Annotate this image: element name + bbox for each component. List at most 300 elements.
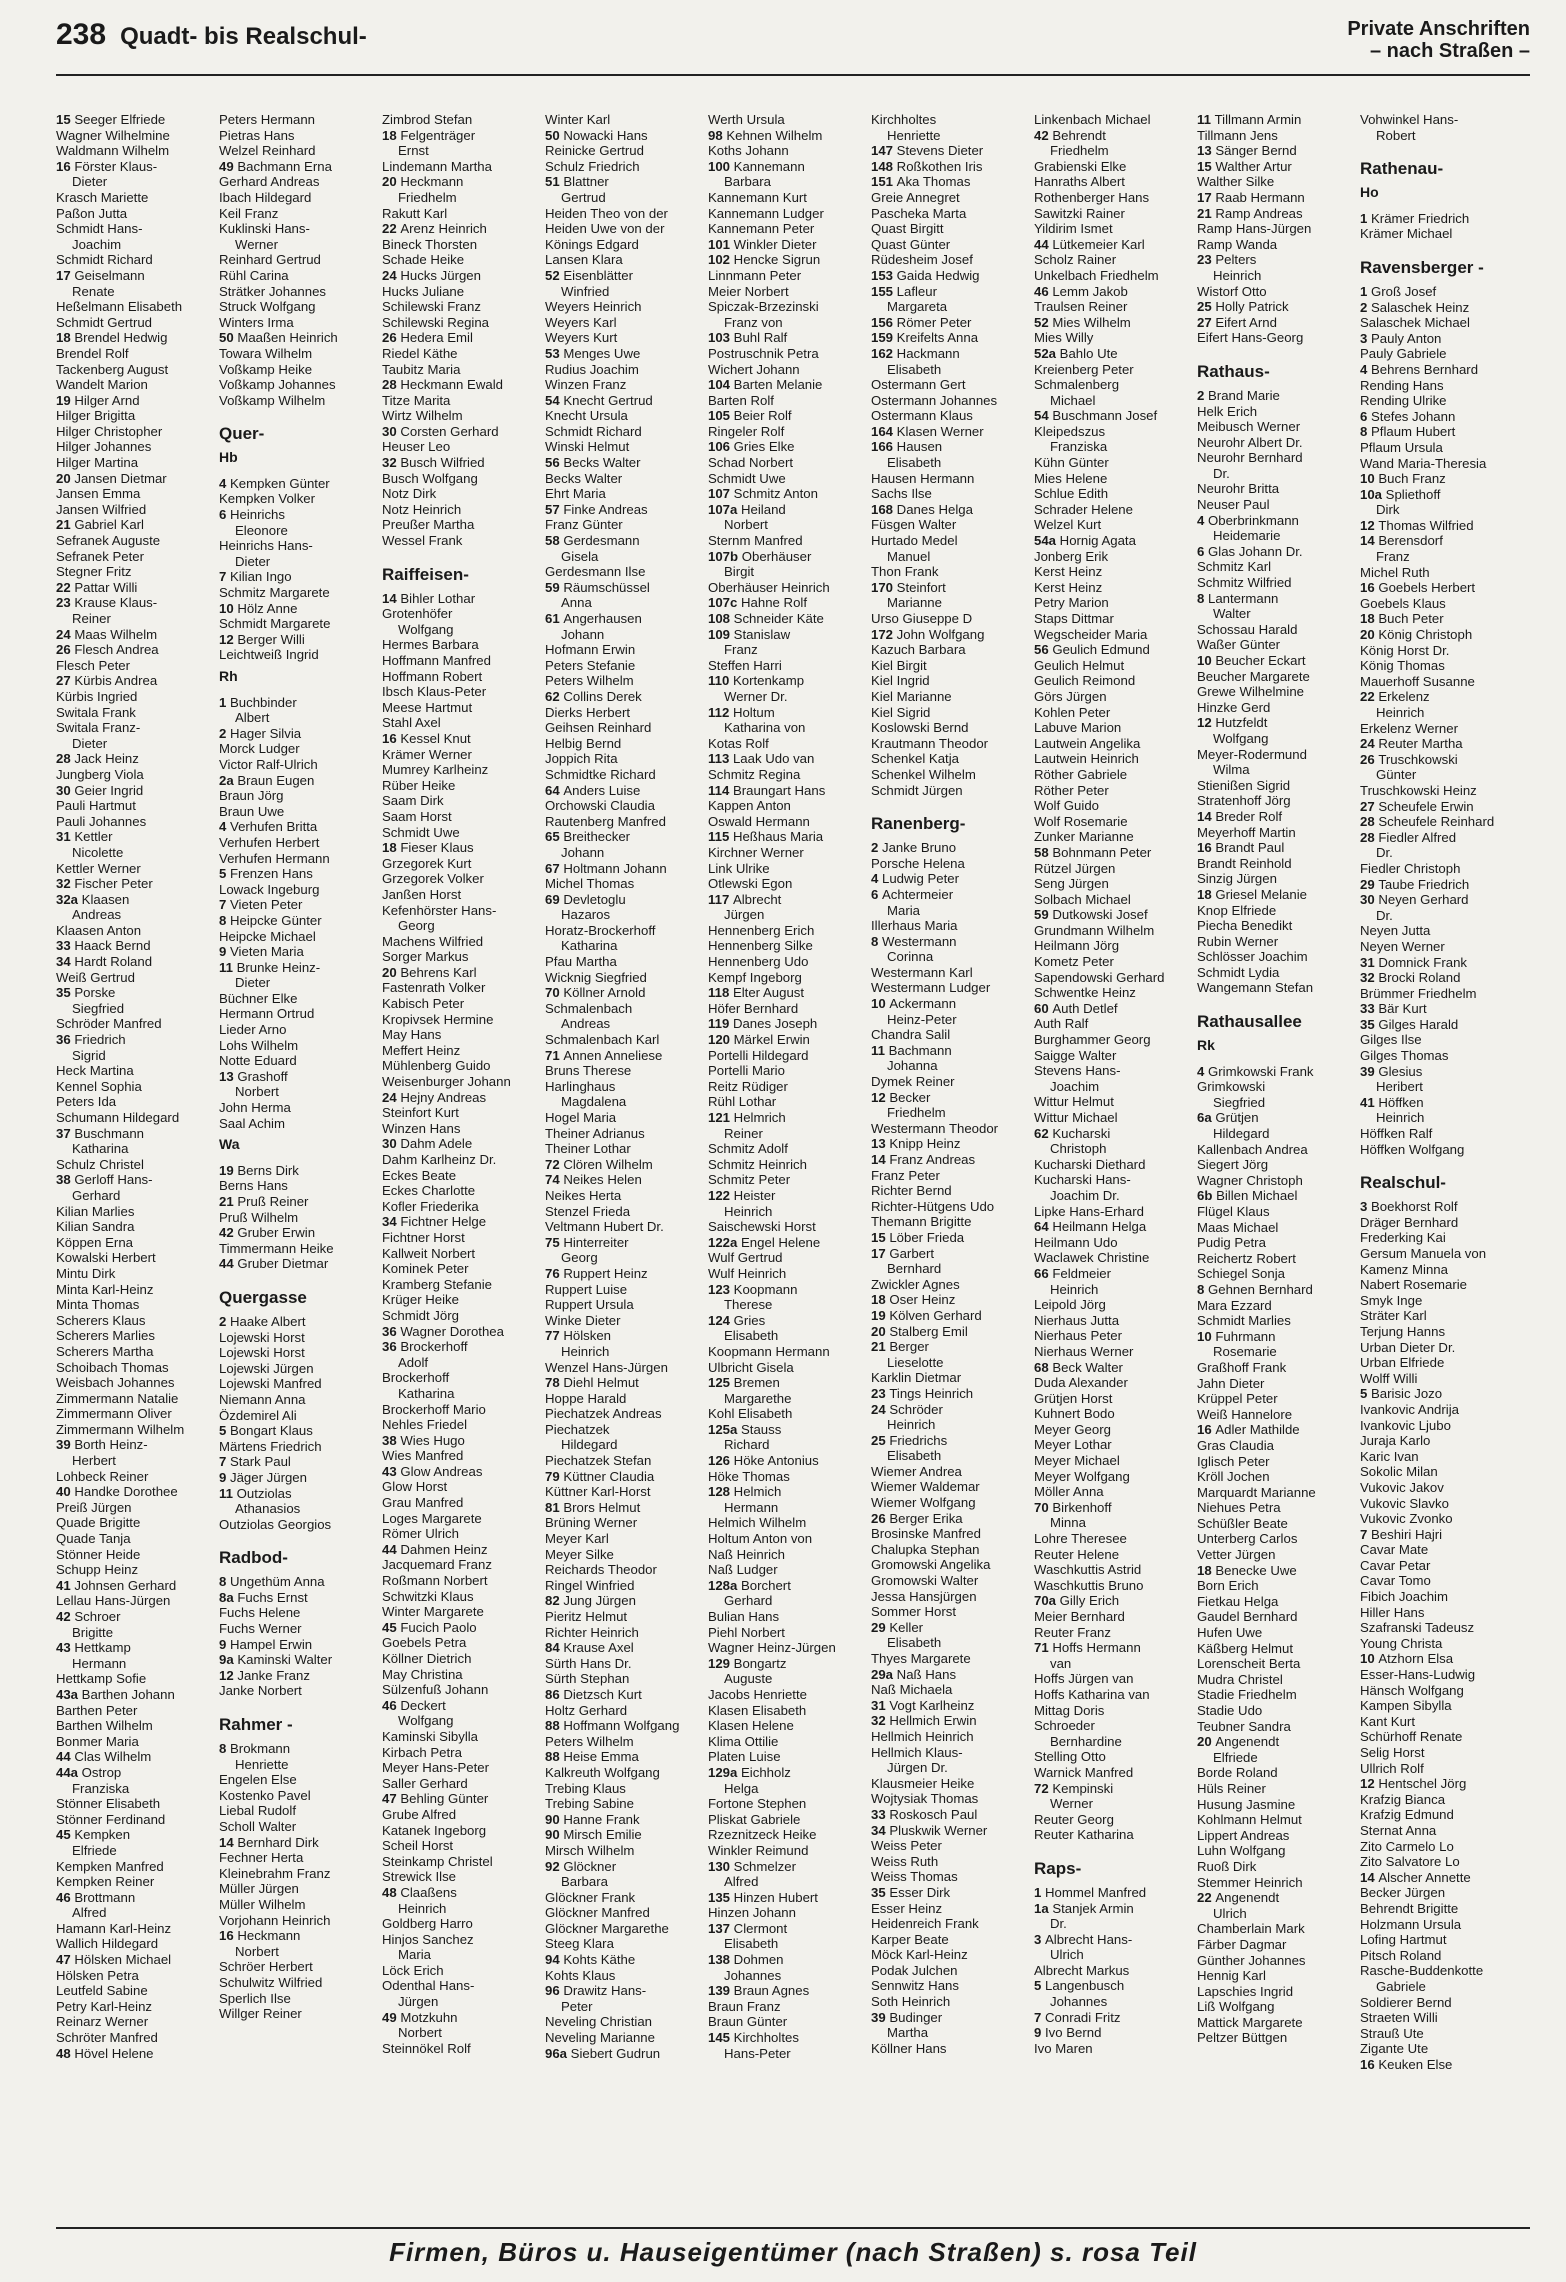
resident-entry bbox=[708, 1235, 871, 1251]
resident-entry bbox=[545, 1859, 708, 1875]
resident-entry bbox=[1034, 814, 1197, 830]
resident-entry bbox=[1197, 190, 1360, 206]
house-number: 14 bbox=[1360, 1869, 1379, 1885]
resident-entry bbox=[1197, 112, 1360, 128]
resident-name: Hermes Barbara bbox=[382, 637, 479, 653]
resident-name: Sachs Ilse bbox=[871, 486, 932, 502]
resident-name: Gerhard Andreas bbox=[219, 174, 320, 190]
resident-name: Therese bbox=[724, 1297, 773, 1313]
resident-entry bbox=[871, 1027, 1034, 1043]
resident-name: Busch Wolfgang bbox=[382, 470, 478, 486]
resident-entry bbox=[1360, 627, 1523, 643]
resident-continuation bbox=[871, 1261, 1034, 1277]
resident-name: Schwentke Heinz bbox=[1034, 985, 1136, 1001]
resident-name: Hellmich Erwin bbox=[889, 1713, 977, 1729]
house-number: 84 bbox=[545, 1640, 564, 1656]
resident-entry bbox=[708, 1687, 871, 1703]
resident-entry bbox=[545, 611, 708, 627]
resident-name: Hencke Sigrun bbox=[733, 252, 821, 268]
resident-name: Braun Günter bbox=[708, 2014, 788, 2030]
resident-name: Färber Dagmar bbox=[1197, 1936, 1287, 1952]
resident-name: May Hans bbox=[382, 1027, 442, 1043]
resident-name: Wulf Heinrich bbox=[708, 1265, 787, 1281]
resident-entry bbox=[708, 1484, 871, 1500]
house-number: 120 bbox=[708, 1032, 734, 1048]
resident-name: Deckert bbox=[400, 1697, 446, 1713]
resident-entry bbox=[1360, 1745, 1523, 1761]
resident-name: Spiczak-Brzezinski bbox=[708, 299, 819, 315]
resident-continuation bbox=[1360, 1079, 1523, 1095]
house-number: 7 bbox=[1034, 2009, 1045, 2025]
resident-entry bbox=[56, 1344, 219, 1360]
resident-name: Kirchholtes bbox=[871, 112, 937, 127]
resident-name: Ivo Bernd bbox=[1045, 2025, 1102, 2041]
resident-name: Römer Peter bbox=[896, 314, 972, 330]
resident-entry bbox=[708, 673, 871, 689]
resident-entry bbox=[871, 1542, 1034, 1558]
resident-continuation bbox=[56, 1188, 219, 1204]
resident-name: Strauß Ute bbox=[1360, 2025, 1424, 2041]
resident-name: Weyers Kurt bbox=[545, 330, 618, 346]
resident-entry bbox=[1360, 471, 1523, 487]
resident-entry bbox=[56, 1609, 219, 1625]
house-number: 30 bbox=[382, 423, 401, 439]
resident-continuation bbox=[56, 1048, 219, 1064]
house-number: 125 bbox=[708, 1375, 734, 1391]
resident-name: Barbara bbox=[724, 174, 771, 190]
house-number: 39 bbox=[871, 2009, 890, 2025]
resident-name: Wolfgang bbox=[398, 621, 454, 637]
resident-entry bbox=[708, 299, 871, 315]
resident-name: Hennenberg Udo bbox=[708, 954, 809, 970]
house-number: 88 bbox=[545, 1718, 564, 1734]
resident-entry bbox=[382, 1183, 545, 1199]
resident-name: Kallweit Norbert bbox=[382, 1245, 476, 1261]
resident-name: Kempken Günter bbox=[230, 475, 330, 491]
resident-entry bbox=[871, 486, 1034, 502]
resident-entry bbox=[1197, 1859, 1360, 1875]
resident-entry bbox=[1197, 143, 1360, 159]
resident-entry bbox=[56, 1796, 219, 1812]
resident-name: Wangemann Stefan bbox=[1197, 980, 1314, 996]
resident-name: Lojewski Jürgen bbox=[219, 1360, 314, 1376]
resident-name: Barten Melanie bbox=[733, 377, 823, 393]
street-heading: Raps- bbox=[1034, 1858, 1082, 1878]
resident-name: Ludwig Peter bbox=[882, 871, 959, 887]
resident-name: Lafleur bbox=[896, 283, 937, 299]
resident-entry bbox=[56, 1266, 219, 1282]
resident-entry bbox=[56, 315, 219, 331]
resident-name: Trebing Sabine bbox=[545, 1796, 634, 1812]
resident-entry bbox=[1034, 1391, 1197, 1407]
resident-name: Loges Margarete bbox=[382, 1510, 482, 1526]
resident-name: Ruoß Dirk bbox=[1197, 1858, 1257, 1874]
resident-name: Albrecht Markus bbox=[1034, 1962, 1130, 1978]
resident-name: John Herma bbox=[219, 1100, 291, 1116]
resident-name: Heinz-Peter bbox=[887, 1011, 957, 1027]
resident-name: Rühl Lothar bbox=[708, 1094, 777, 1110]
resident-entry bbox=[1034, 1827, 1197, 1843]
resident-entry bbox=[1197, 237, 1360, 253]
house-number: 5 bbox=[1034, 1978, 1045, 1994]
house-number: 25 bbox=[871, 1432, 890, 1448]
resident-entry bbox=[219, 1006, 382, 1022]
resident-name: Kiel Marianne bbox=[871, 688, 952, 704]
resident-entry bbox=[219, 913, 382, 929]
house-number: 107b bbox=[708, 548, 742, 564]
resident-name: Schmitz Anton bbox=[733, 486, 818, 502]
resident-name: Porsche Helena bbox=[871, 855, 965, 871]
resident-entry bbox=[56, 190, 219, 206]
resident-name: Scheil Horst bbox=[382, 1838, 454, 1854]
resident-name: Rending Ulrike bbox=[1360, 393, 1447, 409]
resident-entry bbox=[382, 1838, 545, 1854]
resident-entry bbox=[1360, 1995, 1523, 2011]
resident-entry bbox=[1360, 1032, 1523, 1048]
resident-entry bbox=[56, 1126, 219, 1142]
resident-entry bbox=[1197, 591, 1360, 607]
resident-entry bbox=[1360, 596, 1523, 612]
resident-name: Elisabeth bbox=[887, 361, 942, 377]
house-number: 123 bbox=[708, 1281, 734, 1297]
resident-entry bbox=[56, 1469, 219, 1485]
resident-name: Reiner bbox=[724, 1125, 763, 1141]
resident-name: Heribert bbox=[1376, 1079, 1423, 1095]
resident-entry bbox=[56, 252, 219, 268]
resident-name: Hofmann Erwin bbox=[545, 642, 636, 658]
resident-name: Westermann bbox=[882, 933, 957, 949]
resident-continuation bbox=[382, 1901, 545, 1917]
resident-continuation bbox=[871, 1012, 1034, 1028]
resident-entry bbox=[382, 1511, 545, 1527]
resident-entry bbox=[382, 1667, 545, 1683]
resident-entry bbox=[1360, 1854, 1523, 1870]
street-heading: Quergasse bbox=[219, 1287, 307, 1307]
resident-entry bbox=[545, 658, 708, 674]
resident-name: Klaasen Anton bbox=[56, 922, 142, 938]
resident-name: Otlewski Egon bbox=[708, 876, 793, 892]
resident-entry bbox=[56, 1219, 219, 1235]
resident-name: Wolfgang bbox=[398, 1713, 454, 1729]
resident-entry bbox=[1197, 1142, 1360, 1158]
resident-entry bbox=[871, 1074, 1034, 1090]
resident-name: Katharina bbox=[72, 1141, 129, 1157]
resident-entry bbox=[1197, 840, 1360, 856]
resident-entry bbox=[382, 684, 545, 700]
resident-name: Juraja Karlo bbox=[1360, 1433, 1431, 1449]
resident-name: Kalkreuth Wolfgang bbox=[545, 1764, 660, 1780]
resident-name: Stadie Udo bbox=[1197, 1703, 1263, 1718]
resident-entry bbox=[382, 591, 545, 607]
resident-name: Grzegorek Kurt bbox=[382, 855, 472, 871]
resident-name: Meier Norbert bbox=[708, 283, 789, 299]
resident-entry bbox=[382, 887, 545, 903]
resident-name: Brosinske Manfred bbox=[871, 1526, 981, 1542]
resident-entry bbox=[1197, 1204, 1360, 1220]
resident-name: Oberbrinkmann bbox=[1208, 512, 1299, 528]
resident-entry bbox=[1360, 211, 1523, 227]
resident-entry bbox=[382, 315, 545, 331]
resident-entry bbox=[1034, 330, 1197, 346]
resident-name: Minna bbox=[1050, 1515, 1086, 1531]
resident-name: Stevens Hans- bbox=[1034, 1063, 1121, 1079]
resident-name: Berensdorf bbox=[1378, 533, 1443, 549]
house-number: 12 bbox=[219, 631, 238, 647]
resident-name: Jäger Jürgen bbox=[230, 1469, 307, 1485]
street-heading: Raiffeisen- bbox=[382, 564, 469, 584]
resident-name: Krause Axel bbox=[563, 1640, 634, 1656]
resident-entry bbox=[56, 362, 219, 378]
resident-name: Kilian Ingo bbox=[230, 569, 292, 585]
resident-entry bbox=[871, 1526, 1034, 1542]
resident-name: Glöckner Frank bbox=[545, 1889, 636, 1905]
resident-entry bbox=[545, 330, 708, 346]
resident-name: Schmidt Gertrud bbox=[56, 314, 153, 330]
resident-name: Hilger Brigitta bbox=[56, 408, 136, 424]
resident-entry bbox=[1197, 1531, 1360, 1547]
house-number: 47 bbox=[56, 1952, 75, 1968]
resident-entry bbox=[871, 330, 1034, 346]
resident-name: Quade Tanja bbox=[56, 1531, 131, 1547]
resident-name: Helbig Bernd bbox=[545, 735, 622, 751]
resident-continuation bbox=[545, 1874, 708, 1890]
resident-entry bbox=[56, 861, 219, 877]
resident-continuation bbox=[1197, 1126, 1360, 1142]
house-number: 27 bbox=[1360, 798, 1379, 814]
resident-name: Meyer Wolfgang bbox=[1034, 1468, 1130, 1484]
resident-name: Steinfort bbox=[896, 579, 946, 595]
resident-name: Reuter Franz bbox=[1034, 1624, 1111, 1640]
resident-name: Heckmann bbox=[400, 174, 464, 190]
resident-name: Laak Udo van bbox=[732, 751, 815, 767]
house-number: 9 bbox=[219, 1469, 230, 1485]
house-number: 6a bbox=[1197, 1110, 1216, 1126]
resident-entry bbox=[708, 206, 871, 222]
house-number: 96 bbox=[545, 1983, 564, 1999]
resident-name: Krämer Michael bbox=[1360, 226, 1453, 242]
house-number: 129a bbox=[708, 1764, 742, 1780]
resident-name: Stegner Fritz bbox=[56, 564, 132, 580]
resident-entry bbox=[871, 871, 1034, 887]
house-number: 16 bbox=[382, 730, 401, 746]
resident-name: Nierhaus Jutta bbox=[1034, 1312, 1120, 1328]
resident-name: Dieter bbox=[235, 553, 271, 569]
resident-entry bbox=[219, 1517, 382, 1533]
resident-entry bbox=[545, 1968, 708, 1984]
house-number: 22 bbox=[56, 579, 75, 595]
resident-name: Dr. bbox=[1376, 845, 1393, 861]
resident-continuation bbox=[708, 1936, 871, 1952]
resident-name: Lieder Arno bbox=[219, 1022, 287, 1038]
resident-entry bbox=[1197, 1266, 1360, 1282]
resident-name: Urso Giuseppe D bbox=[871, 611, 973, 626]
resident-entry bbox=[219, 1772, 382, 1788]
resident-name: Vukovic Slavko bbox=[1360, 1495, 1449, 1511]
resident-name: Wagner Wilhelmine bbox=[56, 127, 170, 143]
resident-entry bbox=[56, 1718, 219, 1734]
resident-name: Wagner Christoph bbox=[1197, 1172, 1303, 1188]
resident-name: Nierhaus Peter bbox=[1034, 1328, 1122, 1344]
resident-entry bbox=[1360, 955, 1523, 971]
resident-name: Hiller Hans bbox=[1360, 1604, 1425, 1620]
resident-name: Kerst Heinz bbox=[1034, 579, 1103, 595]
house-number: 30 bbox=[1360, 892, 1379, 908]
resident-entry bbox=[871, 346, 1034, 362]
resident-entry bbox=[545, 2030, 708, 2046]
resident-continuation bbox=[708, 315, 871, 331]
resident-entry bbox=[871, 1277, 1034, 1293]
resident-entry bbox=[871, 439, 1034, 455]
resident-entry bbox=[545, 1983, 708, 1999]
resident-entry bbox=[1360, 1901, 1523, 1917]
resident-name: Karic Ivan bbox=[1360, 1448, 1419, 1464]
house-number: 117 bbox=[708, 891, 733, 907]
resident-name: Behrens Bernhard bbox=[1371, 361, 1479, 377]
resident-name: Karper Beate bbox=[871, 1931, 949, 1947]
resident-name: Linnmann Peter bbox=[708, 267, 802, 283]
house-number: 4 bbox=[219, 819, 230, 835]
resident-entry bbox=[1360, 986, 1523, 1002]
resident-entry bbox=[708, 1578, 871, 1594]
resident-name: Pieritz Helmut bbox=[545, 1609, 628, 1624]
house-number: 107 bbox=[708, 486, 734, 502]
resident-name: Zimmermann Oliver bbox=[56, 1406, 172, 1422]
resident-entry bbox=[1360, 1667, 1523, 1683]
resident-name: Peters Wilhelm bbox=[545, 673, 634, 689]
resident-name: Billen Michael bbox=[1216, 1188, 1298, 1204]
resident-name: Gerloff Hans- bbox=[74, 1172, 153, 1188]
house-number: 19 bbox=[871, 1307, 890, 1323]
resident-name: Kropivsek Hermine bbox=[382, 1011, 494, 1027]
resident-entry bbox=[708, 970, 871, 986]
resident-entry bbox=[382, 1745, 545, 1761]
resident-name: Dahm Karlheinz Dr. bbox=[382, 1152, 497, 1167]
resident-name: Kabisch Peter bbox=[382, 996, 465, 1012]
resident-entry bbox=[545, 1625, 708, 1641]
resident-name: Zunker Marianne bbox=[1034, 829, 1134, 845]
resident-entry bbox=[708, 424, 871, 440]
house-number: 72 bbox=[1034, 1780, 1053, 1796]
resident-entry bbox=[56, 938, 219, 954]
resident-name: Brümmer Friedhelm bbox=[1360, 985, 1477, 1001]
street-heading: Rathenau- bbox=[1360, 159, 1444, 179]
resident-name: Oberhäuser Heinrich bbox=[708, 579, 830, 595]
resident-continuation bbox=[56, 174, 219, 190]
resident-name: Terjung Hanns bbox=[1360, 1323, 1446, 1339]
resident-entry bbox=[1197, 809, 1360, 825]
resident-entry bbox=[545, 985, 708, 1001]
house-number: 13 bbox=[219, 1068, 238, 1084]
house-number: 28 bbox=[56, 751, 75, 767]
resident-continuation bbox=[1034, 1656, 1197, 1672]
house-number: 20 bbox=[56, 470, 75, 486]
house-number: 71 bbox=[1034, 1640, 1053, 1656]
house-number: 7 bbox=[219, 569, 230, 585]
resident-name: Lantermann bbox=[1208, 590, 1279, 606]
resident-entry bbox=[1197, 2015, 1360, 2031]
resident-name: Schade Heike bbox=[382, 252, 465, 268]
house-number: 102 bbox=[708, 252, 734, 268]
resident-name: Steeg Klara bbox=[545, 1936, 614, 1952]
resident-entry bbox=[545, 1219, 708, 1235]
resident-entry bbox=[1360, 1324, 1523, 1340]
resident-entry bbox=[1360, 300, 1523, 316]
resident-entry bbox=[1360, 1885, 1523, 1901]
resident-entry bbox=[1034, 2041, 1197, 2057]
resident-name: Könings Edgard bbox=[545, 236, 639, 252]
resident-name: Lieselotte bbox=[887, 1354, 944, 1370]
house-number: 51 bbox=[545, 174, 564, 190]
resident-entry bbox=[1197, 1500, 1360, 1516]
resident-entry bbox=[219, 284, 382, 300]
resident-entry bbox=[871, 1854, 1034, 1870]
resident-entry bbox=[1034, 595, 1197, 611]
resident-name: Fechner Herta bbox=[219, 1850, 304, 1866]
resident-entry bbox=[871, 934, 1034, 950]
resident-name: Postruschnik Petra bbox=[708, 345, 819, 361]
resident-entry bbox=[545, 1952, 708, 1968]
resident-entry bbox=[708, 128, 871, 144]
resident-name: Margarethe bbox=[724, 1390, 792, 1406]
resident-entry bbox=[1034, 174, 1197, 190]
resident-name: Neveling Marianne bbox=[545, 2030, 655, 2046]
resident-name: Braun Uwe bbox=[219, 803, 285, 819]
resident-entry bbox=[382, 903, 545, 919]
resident-name: Anna bbox=[561, 595, 592, 611]
resident-entry bbox=[1034, 1406, 1197, 1422]
resident-entry bbox=[1034, 1157, 1197, 1173]
resident-name: Seng Jürgen bbox=[1034, 876, 1109, 892]
resident-name: Pattar Willi bbox=[74, 579, 138, 595]
resident-continuation bbox=[56, 1001, 219, 1017]
resident-entry bbox=[1197, 330, 1360, 346]
resident-entry bbox=[56, 1110, 219, 1126]
resident-entry bbox=[219, 882, 382, 898]
resident-entry bbox=[708, 1765, 871, 1781]
house-number: 75 bbox=[545, 1234, 564, 1250]
resident-entry bbox=[1360, 1293, 1523, 1309]
resident-entry bbox=[1034, 1313, 1197, 1329]
resident-entry bbox=[871, 1511, 1034, 1527]
directory-column bbox=[56, 112, 219, 2192]
resident-name: Rühl Carina bbox=[219, 267, 289, 283]
resident-name: Hoffs Katharina van bbox=[1034, 1686, 1150, 1702]
resident-entry bbox=[56, 1936, 219, 1952]
resident-entry bbox=[871, 471, 1034, 487]
resident-name: Mumrey Karlheinz bbox=[382, 762, 489, 778]
resident-entry bbox=[56, 1593, 219, 1609]
resident-name: Elisabeth bbox=[887, 1448, 942, 1464]
resident-name: Busch Wilfried bbox=[400, 455, 485, 471]
resident-entry bbox=[545, 1391, 708, 1407]
resident-entry bbox=[56, 705, 219, 721]
resident-name: Heuser Leo bbox=[382, 439, 451, 455]
resident-entry bbox=[219, 377, 382, 393]
resident-name: Lipke Hans-Erhard bbox=[1034, 1203, 1144, 1219]
resident-name: Fibich Joachim bbox=[1360, 1589, 1448, 1605]
resident-name: Winters Irma bbox=[219, 314, 294, 330]
resident-entry bbox=[708, 2030, 871, 2046]
resident-name: Förster Klaus- bbox=[74, 158, 158, 174]
resident-entry bbox=[382, 653, 545, 669]
resident-name: Outziolas Georgios bbox=[219, 1516, 332, 1532]
house-number: 168 bbox=[871, 501, 897, 517]
house-number: 15 bbox=[1197, 158, 1216, 174]
resident-entry bbox=[1197, 1485, 1360, 1501]
resident-name: Elisabeth bbox=[724, 1328, 779, 1344]
street-heading: Realschul- bbox=[1360, 1173, 1446, 1193]
resident-name: Chalupka Stephan bbox=[871, 1541, 980, 1557]
